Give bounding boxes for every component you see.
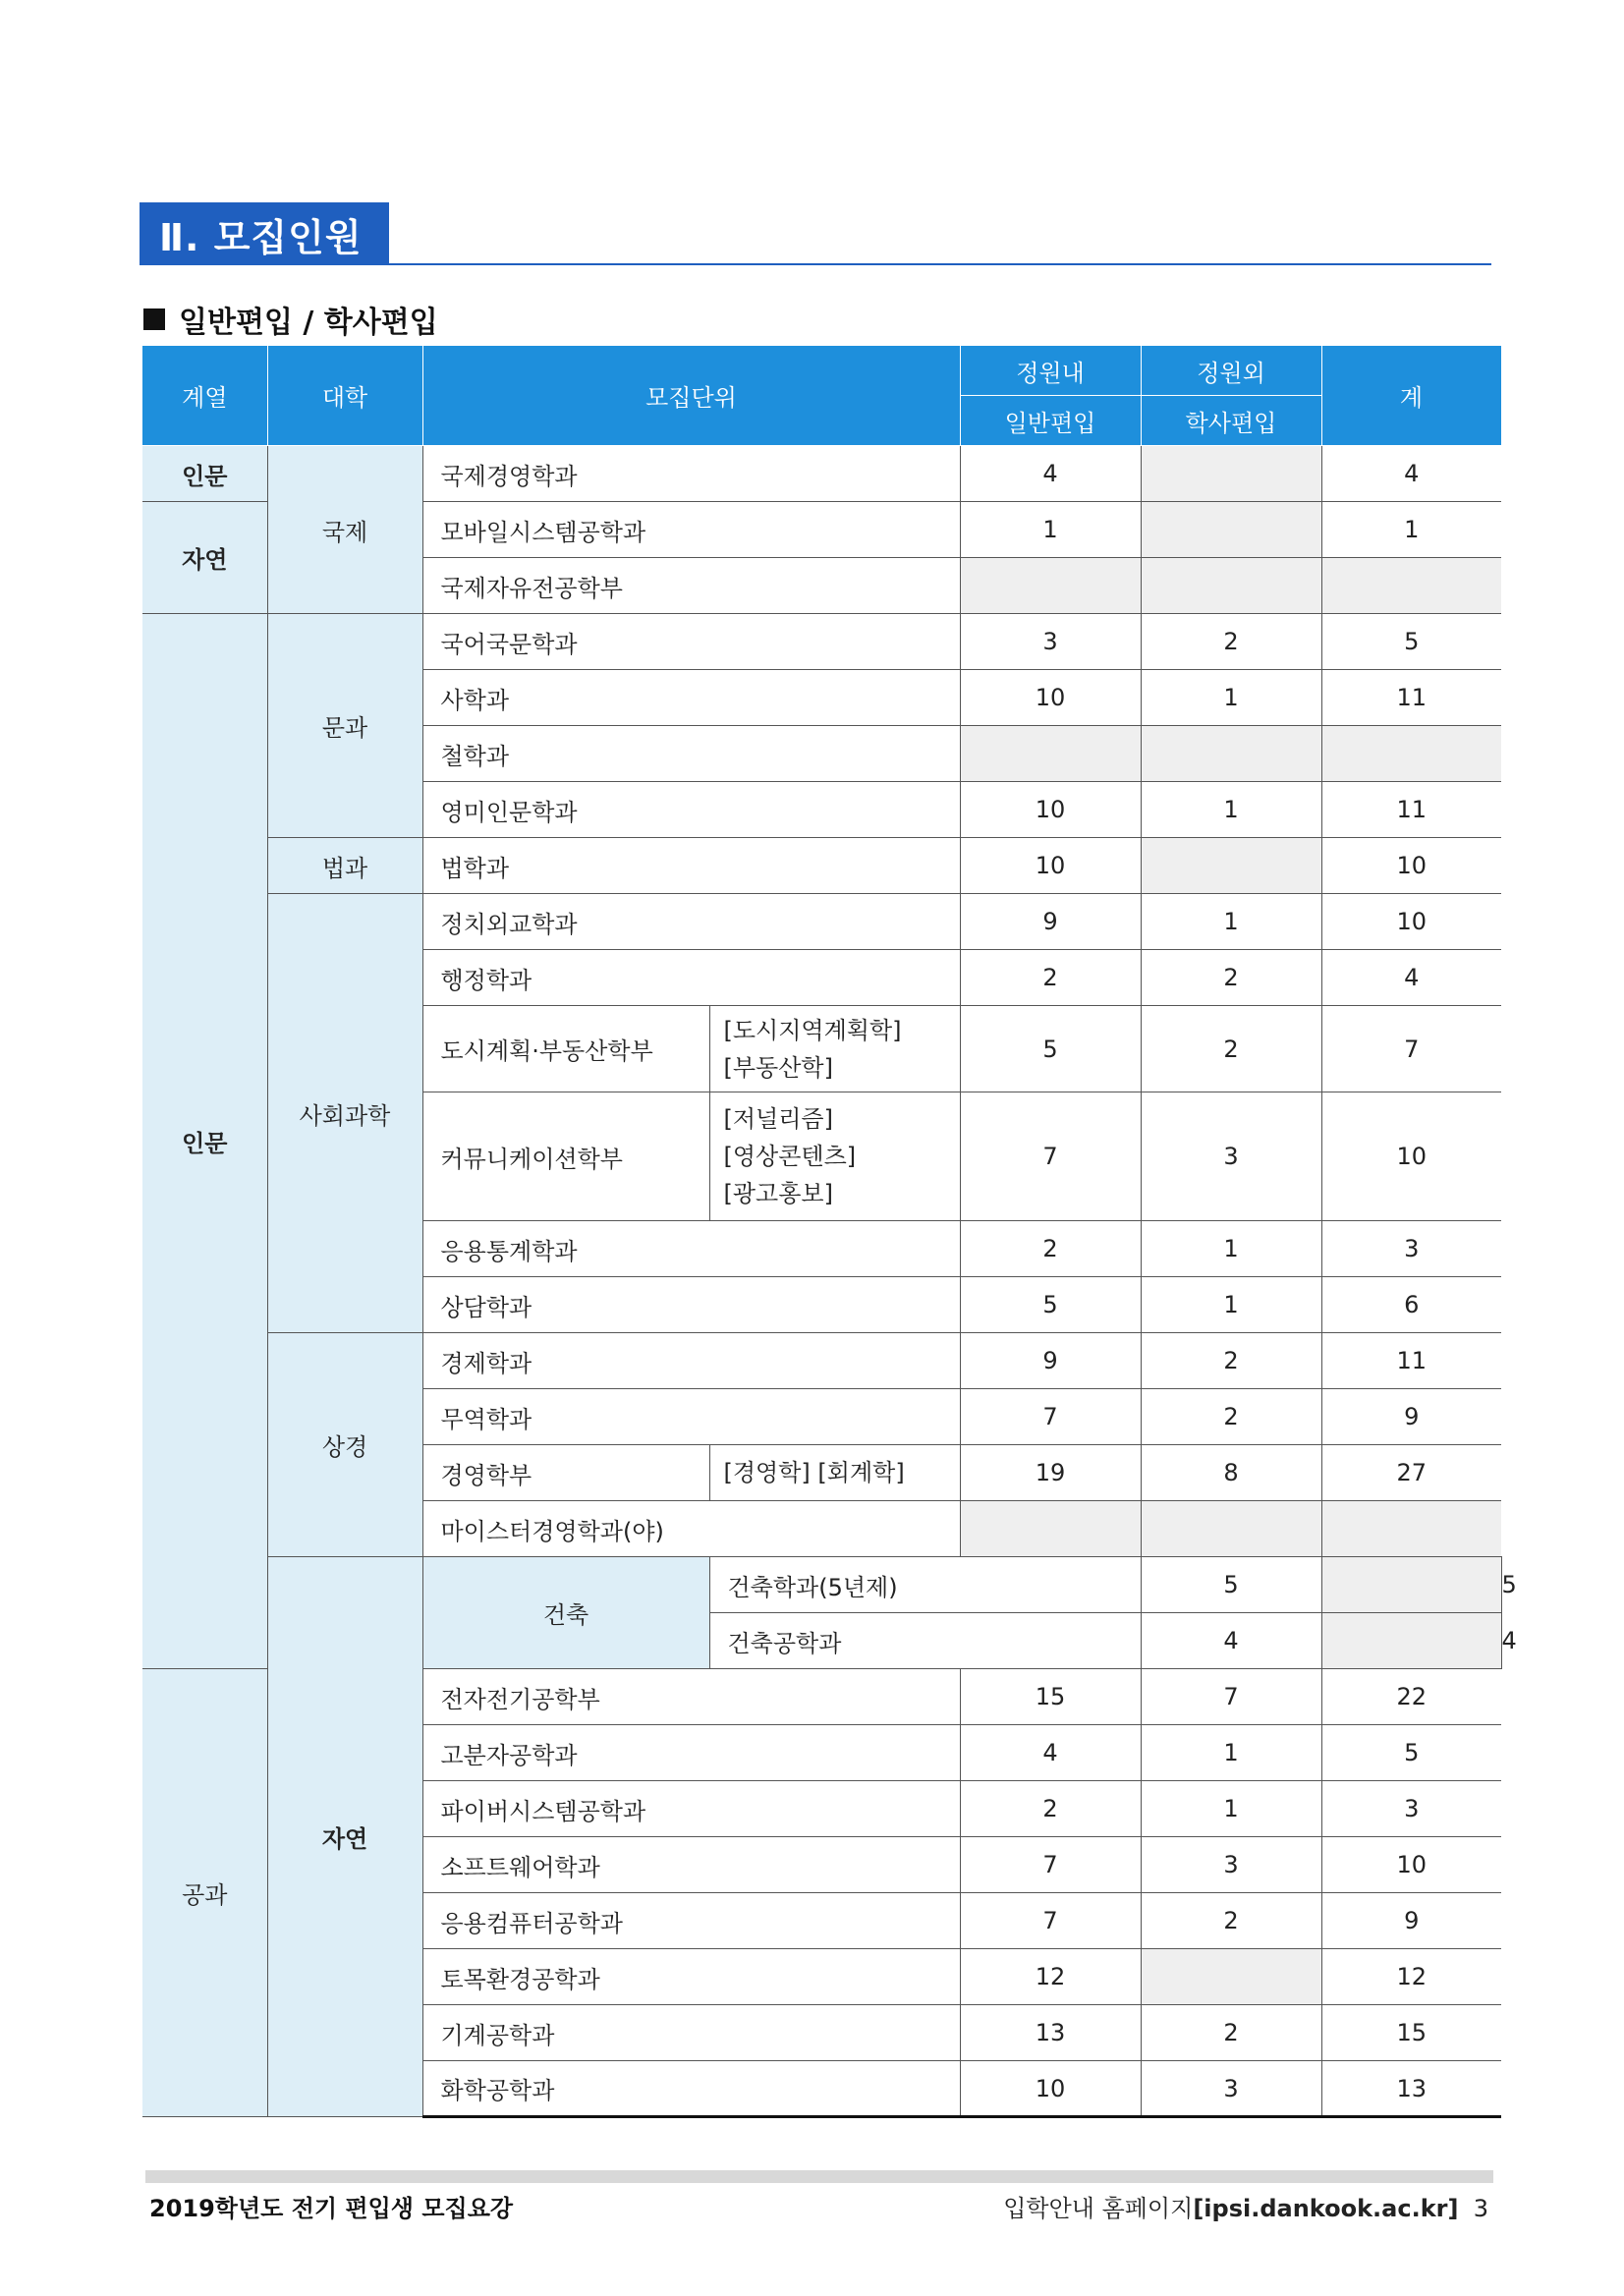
total-cell: 10 [1321, 894, 1501, 950]
unit-cell: 무역학과 [422, 1389, 960, 1445]
general-cell: 7 [960, 1837, 1141, 1893]
header-bachelor-transfer: 학사편입 [1141, 396, 1321, 446]
bachelor-cell [1141, 446, 1321, 502]
total-cell: 5 [1321, 1725, 1501, 1781]
total-cell: 7 [1321, 1006, 1501, 1092]
unit-cell: 사학과 [422, 670, 960, 726]
recruitment-table [142, 346, 1517, 2118]
total-cell: 3 [1321, 1221, 1501, 1277]
subsection-title: 일반편입 / 학사편입 [143, 298, 438, 341]
total-cell: 6 [1321, 1277, 1501, 1333]
unit-cell: 토목환경공학과 [422, 1949, 960, 2005]
square-bullet-icon [143, 308, 165, 330]
table-row [142, 614, 1501, 670]
bachelor-cell: 7 [1141, 1669, 1321, 1725]
general-cell: 7 [960, 1092, 1141, 1221]
unit-cell: 국어국문학과 [422, 614, 960, 670]
unit-cell: 도시계획·부동산학부 [422, 1006, 709, 1092]
header-outside-quota: 정원외 [1141, 346, 1321, 396]
unit-cell: 정치외교학과 [422, 894, 960, 950]
total-cell: 11 [1321, 670, 1501, 726]
unit-cell: 소프트웨어학과 [422, 1837, 960, 1893]
unit-cell: 기계공학과 [422, 2005, 960, 2061]
header-category: 계열 [142, 346, 267, 446]
bachelor-cell: 2 [1141, 1006, 1321, 1092]
general-cell [960, 558, 1141, 614]
header-total: 계 [1321, 346, 1501, 446]
general-cell: 9 [960, 894, 1141, 950]
general-cell: 10 [960, 670, 1141, 726]
table-row [142, 838, 1501, 894]
unit-cell: 법학과 [422, 838, 960, 894]
total-cell: 10 [1321, 1837, 1501, 1893]
bachelor-cell: 2 [1141, 614, 1321, 670]
total-cell: 13 [1321, 2061, 1501, 2117]
sub-unit-label: [도시지역계획학] [723, 1016, 902, 1044]
bachelor-cell: 1 [1141, 782, 1321, 838]
category-cell: 자연 [267, 1557, 422, 2117]
category-cell: 인문 [142, 614, 267, 1669]
total-cell: 11 [1321, 782, 1501, 838]
total-cell: 15 [1321, 2005, 1501, 2061]
bachelor-cell: 1 [1141, 1725, 1321, 1781]
general-cell: 4 [960, 446, 1141, 502]
unit-cell: 고분자공학과 [422, 1725, 960, 1781]
general-cell: 4 [1141, 1613, 1321, 1669]
college-cell: 문과 [267, 614, 422, 838]
general-cell: 1 [960, 502, 1141, 558]
general-cell: 9 [960, 1333, 1141, 1389]
unit-cell: 응용통계학과 [422, 1221, 960, 1277]
sub-unit-label: [저널리즘] [723, 1105, 833, 1133]
header-unit: 모집단위 [422, 346, 960, 446]
unit-cell: 행정학과 [422, 950, 960, 1006]
section-title: Ⅱ. 모집인원 [140, 202, 389, 265]
bachelor-cell [1141, 502, 1321, 558]
unit-cell: 건축공학과 [709, 1613, 1141, 1669]
bachelor-cell: 2 [1141, 1893, 1321, 1949]
unit-cell: 전자전기공학부 [422, 1669, 960, 1725]
footer-info [1003, 2189, 1488, 2223]
header-general-transfer: 일반편입 [960, 396, 1141, 446]
general-cell: 5 [960, 1277, 1141, 1333]
bachelor-cell: 8 [1141, 1445, 1321, 1501]
general-cell: 2 [960, 1221, 1141, 1277]
total-cell: 4 [1321, 950, 1501, 1006]
general-cell: 15 [960, 1669, 1141, 1725]
general-cell: 2 [960, 950, 1141, 1006]
sub-unit-label: [경영학] [회계학] [723, 1459, 905, 1486]
total-cell: 9 [1321, 1893, 1501, 1949]
general-cell: 4 [960, 1725, 1141, 1781]
unit-cell: 마이스터경영학과(야) [422, 1501, 960, 1557]
table-row [142, 1333, 1501, 1389]
table-row: 건축공학과 4 4 [142, 1613, 1501, 1669]
bachelor-cell: 2 [1141, 2005, 1321, 2061]
general-cell [960, 726, 1141, 782]
bachelor-cell: 2 [1141, 1389, 1321, 1445]
general-cell: 3 [960, 614, 1141, 670]
college-cell: 건축 [422, 1557, 709, 1669]
unit-cell: 경제학과 [422, 1333, 960, 1389]
unit-cell: 경영학부 [422, 1445, 709, 1501]
bachelor-cell [1141, 1949, 1321, 2005]
table-row [142, 446, 1501, 502]
total-cell: 27 [1321, 1445, 1501, 1501]
unit-cell: 국제자유전공학부 [422, 558, 960, 614]
unit-cell: 건축학과(5년제) [709, 1557, 1141, 1613]
bachelor-cell [1321, 1557, 1501, 1613]
unit-cell: 상담학과 [422, 1277, 960, 1333]
category-cell: 자연 [142, 502, 267, 614]
footer-homepage-label: 입학안내 홈페이지 [1003, 2195, 1194, 2222]
bachelor-cell: 3 [1141, 2061, 1321, 2117]
total-cell: 10 [1321, 838, 1501, 894]
total-cell [1321, 558, 1501, 614]
unit-cell: 파이버시스템공학과 [422, 1781, 960, 1837]
college-cell: 법과 [267, 838, 422, 894]
footer-bar [145, 2170, 1493, 2183]
general-cell: 10 [960, 838, 1141, 894]
general-cell: 10 [960, 782, 1141, 838]
table-row [142, 894, 1501, 950]
bachelor-cell [1141, 726, 1321, 782]
bachelor-cell: 1 [1141, 670, 1321, 726]
bachelor-cell [1141, 838, 1321, 894]
bachelor-cell [1141, 558, 1321, 614]
bachelor-cell: 1 [1141, 894, 1321, 950]
general-cell: 2 [960, 1781, 1141, 1837]
total-cell: 22 [1321, 1669, 1501, 1725]
bachelor-cell: 1 [1141, 1221, 1321, 1277]
sub-unit-label: [영상콘텐츠] [723, 1143, 857, 1170]
sub-unit-cell [709, 1445, 960, 1501]
unit-cell: 모바일시스템공학과 [422, 502, 960, 558]
unit-cell: 커뮤니케이션학부 [422, 1092, 709, 1221]
section-rule [389, 263, 1491, 265]
general-cell: 13 [960, 2005, 1141, 2061]
category-cell: 인문 [142, 446, 267, 502]
footer-title: 2019학년도 전기 편입생 모집요강 [149, 2195, 514, 2222]
bachelor-cell: 3 [1141, 1092, 1321, 1221]
general-cell: 19 [960, 1445, 1141, 1501]
total-cell: 12 [1321, 1949, 1501, 2005]
general-cell: 12 [960, 1949, 1141, 2005]
college-cell: 국제 [267, 446, 422, 614]
college-cell: 상경 [267, 1333, 422, 1557]
unit-cell: 국제경영학과 [422, 446, 960, 502]
header-college: 대학 [267, 346, 422, 446]
unit-cell: 철학과 [422, 726, 960, 782]
total-cell: 1 [1321, 502, 1501, 558]
unit-cell: 화학공학과 [422, 2061, 960, 2117]
general-cell [960, 1501, 1141, 1557]
sub-unit-cell [709, 1092, 960, 1221]
header-within-quota: 정원내 [960, 346, 1141, 396]
college-cell: 공과 [142, 1669, 267, 2117]
bachelor-cell: 2 [1141, 950, 1321, 1006]
footer-url[interactable]: [ipsi.dankook.ac.kr] [1193, 2195, 1459, 2222]
general-cell: 7 [960, 1893, 1141, 1949]
total-cell [1321, 1501, 1501, 1557]
unit-cell: 응용컴퓨터공학과 [422, 1893, 960, 1949]
total-cell: 10 [1321, 1092, 1501, 1221]
total-cell: 9 [1321, 1389, 1501, 1445]
page-number: 3 [1473, 2195, 1488, 2222]
bachelor-cell [1141, 1501, 1321, 1557]
total-cell: 5 [1321, 614, 1501, 670]
total-cell: 3 [1321, 1781, 1501, 1837]
sub-unit-cell [709, 1006, 960, 1092]
general-cell: 5 [1141, 1557, 1321, 1613]
total-cell [1321, 726, 1501, 782]
bachelor-cell: 3 [1141, 1837, 1321, 1893]
bachelor-cell: 1 [1141, 1277, 1321, 1333]
college-cell: 사회과학 [267, 894, 422, 1333]
table-row: 자연 건축 건축학과(5년제) 5 5 [142, 1557, 1501, 1613]
unit-cell: 영미인문학과 [422, 782, 960, 838]
sub-unit-label: [광고홍보] [723, 1180, 833, 1207]
bachelor-cell: 2 [1141, 1333, 1321, 1389]
bachelor-cell: 1 [1141, 1781, 1321, 1837]
general-cell: 10 [960, 2061, 1141, 2117]
sub-unit-label: [부동산학] [723, 1053, 833, 1082]
total-cell: 4 [1321, 446, 1501, 502]
total-cell: 11 [1321, 1333, 1501, 1389]
general-cell: 5 [960, 1006, 1141, 1092]
general-cell: 7 [960, 1389, 1141, 1445]
bachelor-cell [1321, 1613, 1501, 1669]
